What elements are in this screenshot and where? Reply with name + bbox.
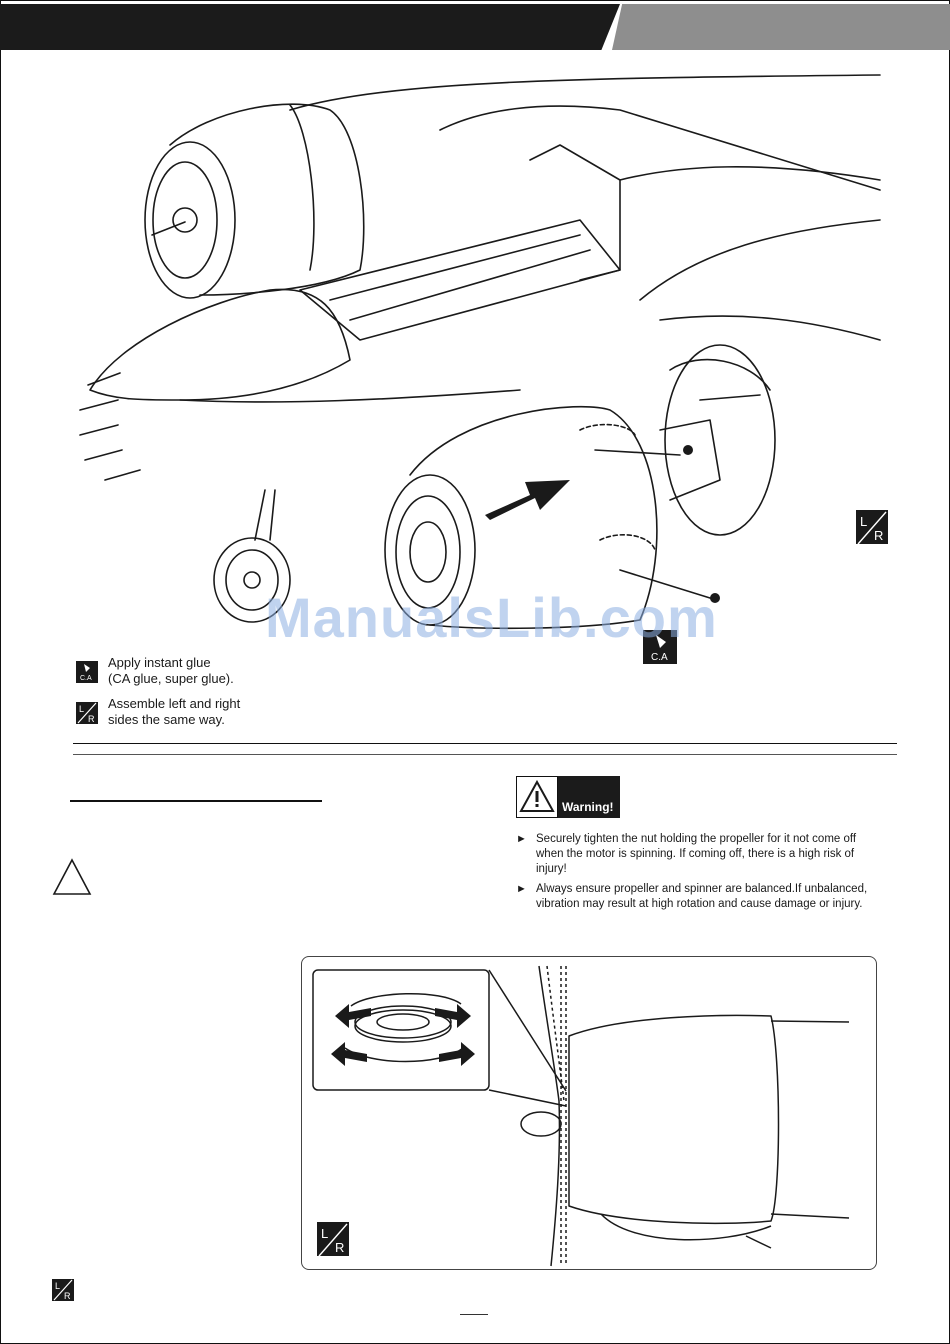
svg-text:L: L bbox=[55, 1281, 61, 1291]
header-bar bbox=[0, 4, 620, 50]
header-bar-secondary bbox=[612, 4, 950, 50]
left-right-icon bbox=[52, 1279, 74, 1301]
warning-text-line: when the motor is spinning. If coming off, there is a high risk of bbox=[536, 848, 855, 860]
section-divider bbox=[73, 754, 897, 755]
svg-text:R: R bbox=[88, 714, 95, 724]
warning-badge bbox=[516, 776, 620, 818]
warning-text-line: Securely tighten the nut holding the propeller for it not come off bbox=[536, 833, 857, 845]
warning-list bbox=[516, 832, 906, 917]
svg-text:R: R bbox=[64, 1291, 71, 1301]
svg-text:L: L bbox=[860, 514, 868, 529]
svg-text:C.A: C.A bbox=[80, 675, 92, 682]
left-right-icon bbox=[76, 702, 98, 724]
legend-text-line: (CA glue, super glue). bbox=[108, 671, 234, 686]
legend-text-line: sides the same way. bbox=[108, 712, 225, 727]
warning-item bbox=[516, 832, 906, 877]
section-divider bbox=[73, 743, 897, 744]
warning-label: Warning! bbox=[558, 776, 620, 818]
legend-text-line: Apply instant glue bbox=[108, 655, 211, 670]
watermark: ManualsLib.com bbox=[265, 586, 718, 649]
page-number-rule bbox=[460, 1314, 488, 1315]
legend-text-line: Assemble left and right bbox=[108, 696, 241, 711]
bullet-arrow-icon: ► bbox=[516, 883, 527, 895]
warning-text-line: Always ensure propeller and spinner are balanced.If unbalanced, bbox=[536, 883, 868, 895]
ca-glue-icon bbox=[76, 661, 98, 683]
warning-text-line: vibration may result at high rotation and cause damage or injury. bbox=[536, 898, 863, 910]
direction-arrow bbox=[485, 480, 570, 520]
svg-text:R: R bbox=[874, 528, 884, 543]
section-title-rule bbox=[70, 800, 322, 802]
svg-text:L: L bbox=[321, 1226, 329, 1241]
svg-text:C.A: C.A bbox=[651, 652, 668, 663]
warning-icon bbox=[516, 776, 558, 818]
bullet-arrow-icon: ► bbox=[516, 833, 527, 845]
warning-item bbox=[516, 882, 906, 912]
warning-text-line: injury! bbox=[536, 863, 567, 875]
legend-item-lr bbox=[76, 696, 240, 728]
left-right-icon bbox=[856, 510, 888, 544]
legend-item-ca bbox=[76, 655, 234, 687]
cowling-assembly-illustration bbox=[60, 70, 884, 670]
svg-text:L: L bbox=[79, 704, 85, 714]
propeller-detail-illustration bbox=[301, 956, 877, 1270]
svg-text:R: R bbox=[335, 1240, 345, 1255]
caution-triangle-icon bbox=[52, 858, 92, 896]
left-right-icon bbox=[317, 1222, 349, 1256]
